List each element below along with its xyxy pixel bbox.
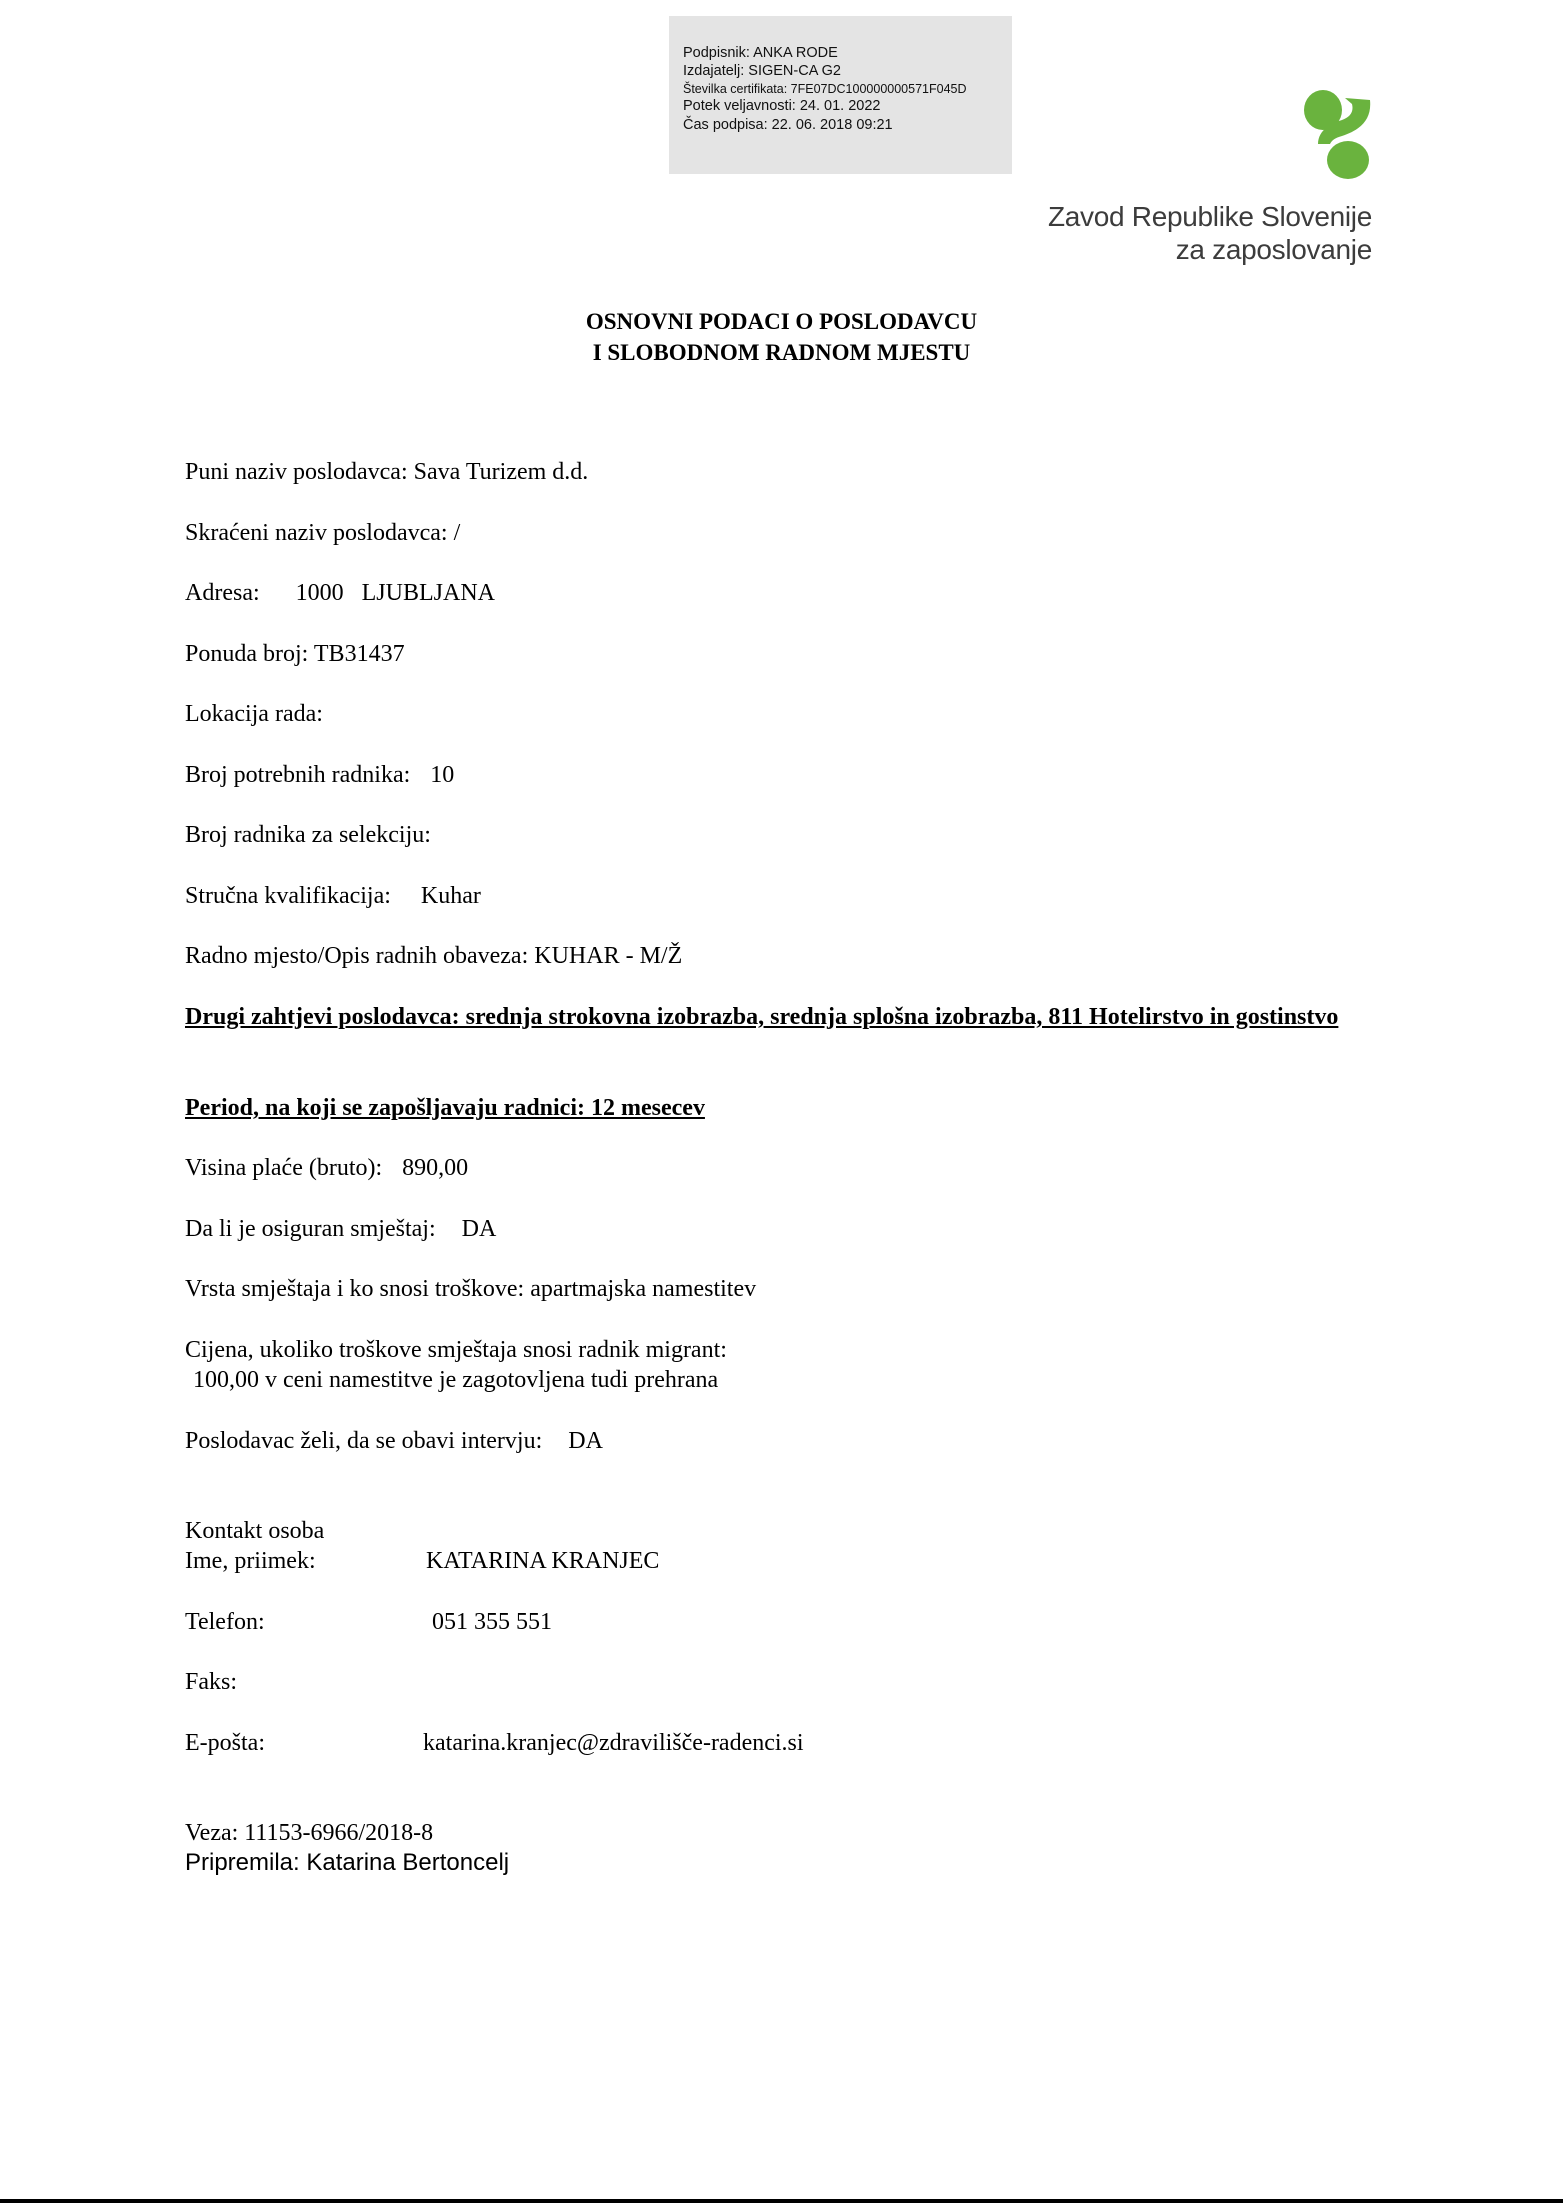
contact-email-value: katarina.kranjec@zdravilišče-radenci.si (423, 1730, 804, 1756)
price-line1: Cijena, ukoliko troškove smještaja snosi radnik migrant: (185, 1337, 727, 1363)
work-location: Lokacija rada: (185, 701, 323, 727)
prepared-by: Pripremila: Katarina Bertoncelj (185, 1849, 510, 1876)
interview-label: Poslodavac želi, da se obavi intervju: (185, 1428, 543, 1454)
salary-value: 890,00 (402, 1155, 469, 1181)
address-label: Adresa: (185, 580, 260, 606)
other-requirements: Drugi zahtjevi poslodavca: srednja strokovna izobrazba, srednja splošna izobrazba, 811 Hotelirstvo in gostinstvo (185, 1004, 1339, 1030)
signature-expiry: Potek veljavnosti: 24. 01. 2022 (683, 98, 881, 114)
employer-full-name: Puni naziv poslodavca: Sava Turizem d.d. (185, 459, 589, 485)
workers-needed-row (185, 760, 454, 790)
workers-for-selection: Broj radnika za selekciju: (185, 822, 431, 848)
document-title-line1: OSNOVNI PODACI O POSLODAVCU (585, 309, 978, 334)
contact-phone-value: 051 355 551 (432, 1609, 552, 1635)
employer-short-name: Skraćeni naziv poslodavca: / (185, 520, 461, 546)
qualification-label: Stručna kvalifikacija: (185, 883, 391, 909)
offer-number: Ponuda broj: TB31437 (185, 641, 405, 667)
signature-issuer: Izdajatelj: SIGEN-CA G2 (683, 63, 841, 79)
position-description: Radno mjesto/Opis radnih obaveza: KUHAR - M/Ž (185, 943, 683, 969)
qualification-value: Kuhar (420, 883, 481, 909)
contact-name-label: Ime, priimek: (185, 1548, 316, 1574)
contact-fax-label: Faks: (185, 1669, 238, 1695)
salary-label: Visina plaće (bruto): (185, 1155, 383, 1181)
reference-number: Veza: 11153-6966/2018-8 (185, 1820, 434, 1846)
contact-email-label: E-pošta: (185, 1730, 265, 1756)
contact-heading: Kontakt osoba (185, 1518, 325, 1544)
contact-phone-label: Telefon: (185, 1609, 265, 1635)
contact-name-value: KATARINA KRANJEC (426, 1548, 660, 1574)
employment-period: Period, na koji se zapošljavaju radnici: 12 mesecev (185, 1095, 705, 1121)
interview-row (185, 1426, 603, 1456)
page-bottom-border (0, 2199, 1563, 2203)
signature-signer: Podpisnik: ANKA RODE (683, 45, 838, 61)
accommodation-label: Da li je osiguran smještaj: (185, 1216, 436, 1242)
workers-needed-value: 10 (430, 762, 455, 788)
organization-name-line2: za zaposlovanje (1175, 234, 1372, 265)
digital-signature-box (669, 16, 1012, 174)
document-title (0, 306, 1563, 368)
qualification-row (185, 881, 481, 911)
accommodation-type: Vrsta smještaja i ko snosi troškove: apartmajska namestitev (185, 1276, 757, 1302)
signature-time: Čas podpisa: 22. 06. 2018 09:21 (683, 117, 893, 133)
signature-certificate: Številka certifikata: 7FE07DC100000000571F045D (683, 82, 967, 96)
organization-name-line1: Zavod Republike Slovenije (1047, 201, 1372, 232)
price-line2: 100,00 v ceni namestitve je zagotovljena tudi prehrana (193, 1367, 719, 1393)
accommodation-value: DA (461, 1216, 497, 1242)
accommodation-price (185, 1335, 727, 1395)
workers-needed-label: Broj potrebnih radnika: (185, 762, 411, 788)
document-title-line2: I SLOBODNOM RADNOM MJESTU (592, 340, 971, 365)
interview-value: DA (568, 1428, 603, 1454)
accommodation-row (185, 1214, 496, 1244)
address-value: 1000 LJUBLJANA (295, 580, 495, 606)
organization-logo (1290, 90, 1375, 180)
organization-name (1048, 200, 1372, 266)
salary-row (185, 1153, 468, 1183)
address-row (185, 578, 495, 608)
